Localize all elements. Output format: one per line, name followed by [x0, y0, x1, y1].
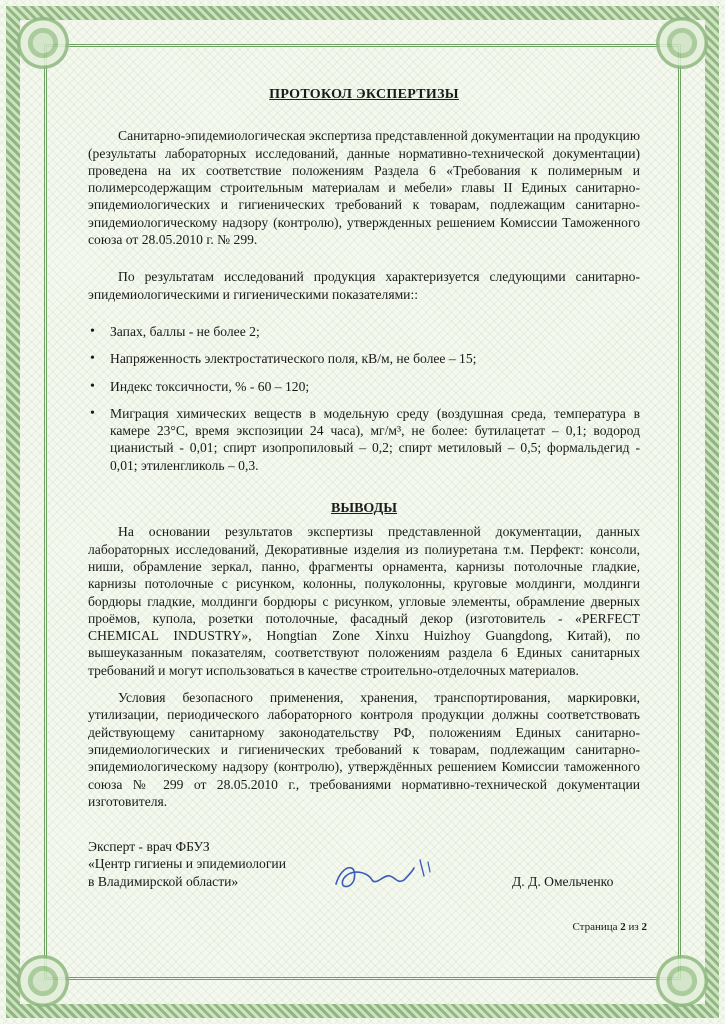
list-item: • Миграция химических веществ в модельную среду (воздушная среда, температура в камере 23°С, время экспозиции 24 часа), мг/м³, не более: бутилацетат – 0,1; водород цианистый - 0,01; спирт изопропиловый – 0,2; спирт метиловый – 0,5; формальдегид - 0,01; этиленгликоль – 0,3.: [102, 405, 640, 474]
conclusions-title: ВЫВОДЫ: [331, 501, 397, 517]
handwritten-signature: [328, 854, 438, 894]
list-item: • Напряженность электростатического поля, кВ/м, не более – 15;: [102, 350, 640, 367]
document-body: [88, 86, 640, 810]
expert-region-line: в Владимирской области»: [88, 873, 239, 889]
list-item: • Запах, баллы - не более 2;: [102, 323, 640, 340]
corner-ornament: [8, 8, 78, 78]
document-title: ПРОТОКОЛ ЭКСПЕРТИЗЫ: [269, 87, 459, 102]
conclusion-paragraph-1: На основании результатов экспертизы представленной документации, данных лабораторных исследований, Декоративные изделия из полиуретана т.м. Перфект: консоли, ниши, обрамление зеркал, панно, фрагменты орнамента, карнизы потолочные гладкие, карнизы потолочные с рисунком, колонны, полуколонны, круговые молдинги, молдинги бордюры гладкие, молдинги бордюры с рисунком, угловые элементы, обрамление дверных проёмов, купола, розетки потолочные, фасадный декор (изготовитель - «PERFECT CHEMICAL INDUSTRY», Hongtian Zone Xinxu Huizhoy Guangdong, Китай), по вышеуказанным показателям, соответствуют положениям раздела 6 Единых санитарных требований и могут использоваться в качестве строительно-отделочных материалов.: [88, 524, 640, 678]
indicators-list: [88, 323, 640, 474]
intro-paragraph: Санитарно-эпидемиологическая экспертиза представленной документации на продукцию (результаты лабораторных исследований, данные нормативно-технической документации) проведена на их соответствие положениям Раздела 6 «Требования к полимерным и полимерсодержащим строительным материалам и мебели» главы II Единых санитарно-эпидемиологических и гигиенических требований к товарам, подлежащим санитарно-эпидемиологическому надзору (контролю), утвержденных решением Комиссии Таможенного союза от 28.05.2010 г. № 299.: [88, 128, 640, 248]
corner-ornament: [647, 8, 717, 78]
list-item: • Индекс токсичности, % - 60 – 120;: [102, 378, 640, 395]
conclusion-paragraph-2: Условия безопасного применения, хранения, транспортирования, маркировки, утилизации, периодического лабораторного контроля продукции должны соответствовать действующему санитарному законодательству РФ, положениям Единых санитарно-эпидемиологических и гигиенических требований к товарам, подлежащим санитарно-эпидемиологическому надзору (контролю), утверждённых решением Комиссии таможенного союза № 299 от 28.05.2010 г., требованиями нормативно-технической документации изготовителя.: [88, 690, 640, 809]
signature-block: [88, 838, 640, 890]
expert-title-line: Эксперт - врач ФБУЗ: [88, 839, 210, 854]
corner-ornament: [647, 946, 717, 1016]
page-number: Страница 2 из 2: [572, 921, 647, 933]
expert-org-line: «Центр гигиены и эпидемиологии: [88, 856, 286, 872]
results-intro-paragraph: По результатам исследований продукция характеризуется следующими санитарно-эпидемиологическими и гигиеническими показателями::: [88, 269, 640, 302]
corner-ornament: [8, 946, 78, 1016]
expert-name: Д. Д. Омельченко: [512, 874, 614, 889]
